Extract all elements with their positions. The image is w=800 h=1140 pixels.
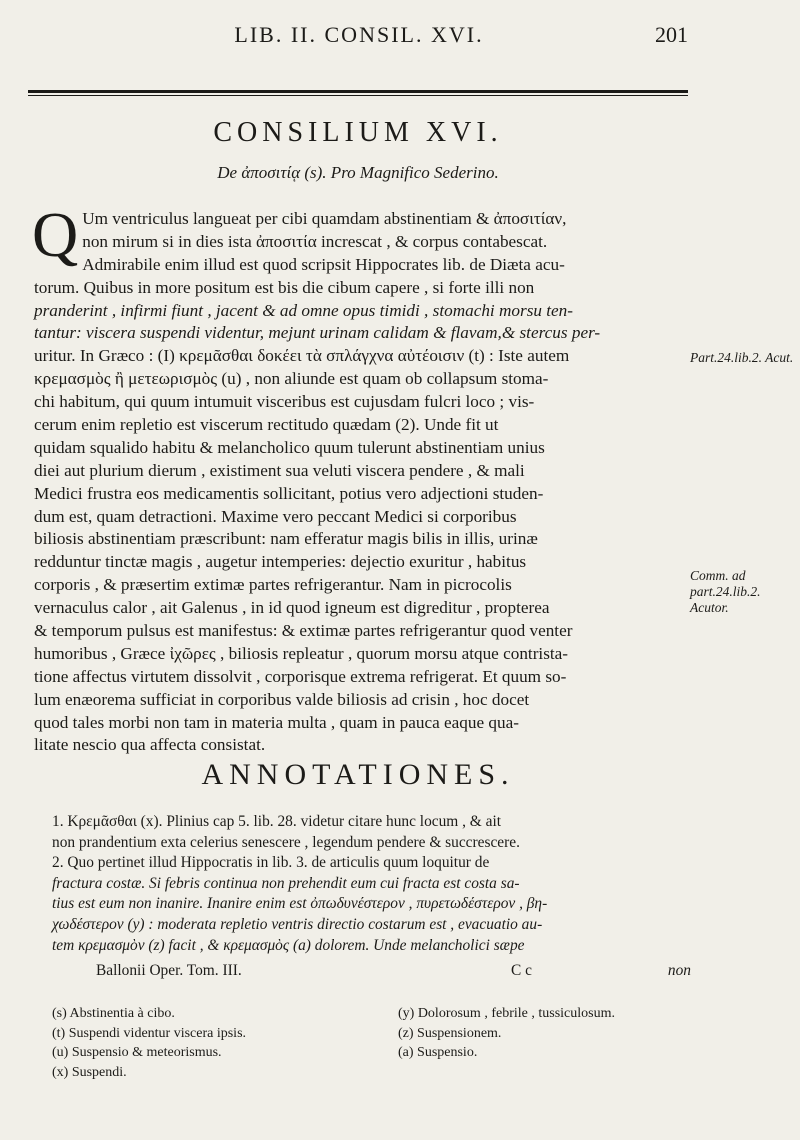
body-line: tione affectus virtutem dissolvit , corporisque extrema refrigerat. Et quum so-: [34, 666, 567, 686]
footnote: (y) Dolorosum , febrile , tussiculosum.: [398, 1006, 615, 1021]
body-line: litate nescio qua affecta consistat.: [34, 735, 266, 755]
annotation-line: tius est eum non inanire. Inanire enim est ὀπωδυνέστερον , πυρετωδέστερον , βη-: [52, 895, 548, 913]
body-line: torum. Quibus in more positum est bis die cibum capere , si forte illi non: [34, 277, 535, 297]
body-line: quod tales morbi non tam in materia multa , quam in pauca eaque qua-: [34, 712, 519, 732]
body-line: lum enæorema sufficiat in corporibus valde biliosis ad crisin , hoc docet: [34, 689, 530, 709]
body-line: humoribus , Græce ἰχῶρες , biliosis repleatur , quorum morsu atque contrista-: [34, 643, 569, 663]
body-text: [32, 199, 684, 757]
body-line: dum est, quam detractioni. Maxime vero peccant Medici si corporibus: [34, 506, 517, 526]
footnote: (u) Suspensio & meteorismus.: [52, 1045, 222, 1060]
running-head: LIB. II. CONSIL. XVI.: [234, 22, 484, 47]
body-line: diei aut plurium dierum , existiment sua veluti viscera pendere , & mali: [34, 460, 525, 480]
annotations-heading: ANNOTATIONES.: [201, 758, 515, 791]
body-line: chi habitum, qui quum intumuit visceribus est cujusdam fulcri loco ; vis-: [34, 392, 535, 412]
drop-cap: Q: [32, 199, 79, 270]
body-line: non mirum si in dies ista ἀποσιτία increscat , & corpus contabescat.: [82, 231, 548, 251]
body-line: cerum enim repletio est viscerum rectitudo quædam (2). Unde fit ut: [34, 415, 499, 435]
body-line: redduntur tinctæ magis , augetur intemperies: dejectio exuritur , habitus: [34, 552, 527, 572]
margin-note: Comm. ad part.24.lib.2. Acutor.: [690, 568, 761, 615]
chapter-subtitle: De ἀποσιτίᾳ (s). Pro Magnifico Sederino.: [217, 163, 499, 182]
body-line: uritur. In Græco : (I) κρεμᾶσθαι δοκέει τὰ σπλάγχνα αὐτέοισιν (t) : Iste autem: [34, 346, 570, 366]
annotations-text: [52, 812, 692, 956]
body-line: pranderint , infirmi fiunt , jacent & ad omne opus timidi , stomachi morsu ten-: [34, 300, 573, 320]
chapter-title: CONSILIUM XVI.: [213, 117, 503, 148]
page-number: 201: [655, 22, 688, 47]
annotation-line: non prandentium exta celerius senescere , legendum pendere & succrescere.: [52, 833, 520, 851]
body-line: vernaculus calor , ait Galenus , in id quod igneum est digreditur , propterea: [34, 598, 550, 618]
header-rule-thin: [28, 95, 688, 96]
annotation-line: fractura costæ. Si febris continua non prehendit eum cui fracta est costa sa-: [52, 874, 520, 892]
annotation-line: 2. Quo pertinet illud Hippocratis in lib. 3. de articulis quum loquitur de: [52, 854, 490, 872]
body-line: κρεμασμὸς ἢ μετεωρισμὸς (u) , non aliunde est quam ob collapsum stoma-: [34, 369, 549, 389]
annotation-line: 1. Κρεμᾶσθαι (x). Plinius cap 5. lib. 28. videtur citare hunc locum , & ait: [52, 813, 502, 830]
footnote: (x) Suspendi.: [52, 1064, 127, 1080]
footnote: (z) Suspensionem.: [398, 1025, 502, 1041]
annotation-line: χωδέστερον (y) : moderata repletio ventris directio costarum est , evacuatio au-: [52, 915, 543, 933]
body-line: & temporum pulsus est manifestus: & extimæ partes refrigerantur quod venter: [34, 621, 573, 641]
body-line: Um ventriculus langueat per cibi quamdam abstinentiam & ἀποσιτίαν,: [82, 209, 567, 228]
body-line: tantur: viscera suspendi videntur, mejunt urinam calidam & flavam,& stercus per-: [34, 323, 601, 343]
margin-note: Part.24.lib.2. Acut.: [690, 350, 794, 365]
body-line: Admirabile enim illud est quod scripsit Hippocrates lib. de Diæta acu-: [82, 254, 565, 274]
footnote: (s) Abstinentia à cibo.: [52, 1006, 175, 1021]
catchword: non: [667, 962, 691, 979]
body-line: Medici frustra eos medicamentis sollicitant, potius vero adjectioni studen-: [34, 483, 544, 503]
body-line: quidam squalido habitu & melancholico quum tulerunt abstinentiam unius: [34, 437, 545, 457]
footnotes-left: [52, 1004, 372, 1082]
header-rule: [28, 90, 688, 93]
volume-label: Ballonii Oper. Tom. III.: [96, 962, 242, 979]
body-line: biliosis abstinentiam præscribunt: nam efferatur magis bilis in illis, urinæ: [34, 529, 538, 549]
footnote: (a) Suspensio.: [398, 1045, 478, 1060]
signature-mark: C c: [511, 962, 532, 979]
footnote: (t) Suspendi videntur viscera ipsis.: [52, 1025, 247, 1041]
body-line: corporis , & præsertim extimæ partes refrigerantur. Nam in picrocolis: [34, 575, 512, 595]
footnotes-right: [398, 1004, 698, 1063]
annotation-line: tem κρεμασμὸν (z) facit , & κρεμασμὸς (a) dolorem. Unde melancholici sæpe: [52, 936, 525, 954]
